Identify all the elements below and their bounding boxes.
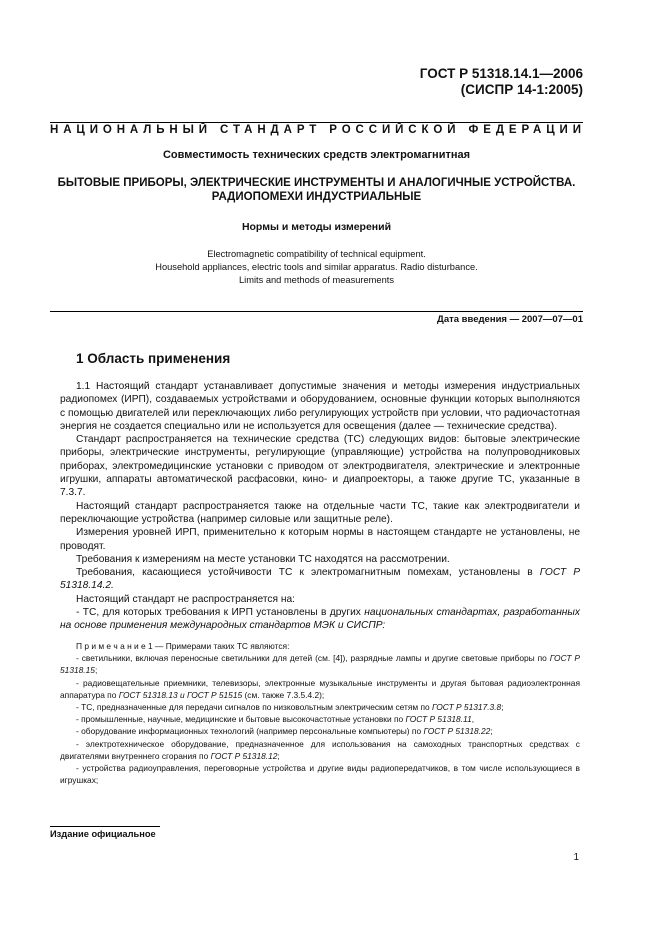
note-text: ; xyxy=(277,750,280,761)
note-text: - ТС, предназначенные для передачи сигналов по низковольтным электрическим сетям по xyxy=(76,702,433,713)
standard-number: ГОСТ Р 51318.14.1—2006 xyxy=(419,66,583,81)
introduction-date: Дата введения — 2007—07—01 xyxy=(437,314,583,325)
paragraph: Требования к измерениям на месте установки ТС находятся на рассмотрении. xyxy=(76,553,450,565)
standard-reference: ГОСТ Р 51515 xyxy=(186,689,243,700)
note-text: - электротехническое оборудование, предназначенное для использования на самоходных транспортных средствах с двигателями внутреннего сгорания по xyxy=(60,738,580,761)
section-heading: 1 Область применения xyxy=(76,351,231,366)
standard-reference: национальных стандартах, разработанных на основе применения международных стандартов МЭК и СИСПР: xyxy=(60,607,580,632)
cispr-number: (СИСПР 14-1:2005) xyxy=(460,82,583,97)
english-title xyxy=(50,248,583,287)
note-item xyxy=(60,677,580,701)
paragraph: Измерения уровней ИРП, применительно к которым нормы в настоящем стандарте не установлены, не проводят. xyxy=(60,527,580,552)
standard-reference: ГОСТ 51318.13 xyxy=(118,689,178,700)
paragraph xyxy=(60,566,580,593)
note-text: - светильники, включая переносные светильники для детей (см. [4]), разрядные лампы и другие световые приборы по xyxy=(76,653,550,664)
standard-subtitle: Нормы и методы измерений xyxy=(241,221,392,233)
note-text: - радиовещательные приемники, телевизоры, электронные музыкальные инструменты и другая бытовая радиоэлектронная аппаратура по xyxy=(60,677,580,700)
national-standard-heading: НАЦИОНАЛЬНЫЙ СТАНДАРТ РОССИЙСКОЙ ФЕДЕРАЦИИ xyxy=(50,124,586,136)
note-text: ; xyxy=(501,702,504,713)
standard-reference: ГОСТ Р 51318.22 xyxy=(423,726,491,737)
note-item xyxy=(60,725,580,737)
standard-reference: ГОСТ Р 51318.14.2. xyxy=(60,567,580,592)
standard-reference: ГОСТ Р 51318.11 xyxy=(405,714,472,725)
english-title-line-3: Limits and methods of measurements xyxy=(238,275,395,285)
note-item xyxy=(60,713,580,725)
note-item xyxy=(60,738,580,762)
section-body xyxy=(60,380,580,633)
paragraph: Настоящий стандарт не распространяется на: xyxy=(76,593,296,605)
note-text: и xyxy=(177,689,187,700)
edition-label: Издание официальное xyxy=(50,829,156,839)
note-item xyxy=(60,652,580,676)
standard-reference: ГОСТ Р 51318.12 xyxy=(210,750,278,761)
note-item xyxy=(60,701,580,713)
date-rule xyxy=(50,311,583,312)
note-text: ; xyxy=(94,665,98,676)
english-title-line-1: Electromagnetic compatibility of technical equipment. xyxy=(207,249,426,259)
standard-designation xyxy=(420,66,583,98)
standard-reference: ГОСТ Р 51317.3.8 xyxy=(432,702,502,713)
footer-rule xyxy=(50,826,160,827)
note-text: ; xyxy=(490,726,493,737)
paragraph-text: - ТС, для которых требования к ИРП установлены в других xyxy=(76,607,365,619)
paragraph xyxy=(60,606,580,633)
note-item: - устройства радиоуправления, переговорные устройства и другие виды радиопередатчиков, в том числе использующиеся в игрушках; xyxy=(60,763,580,786)
note-heading: П р и м е ч а н и е 1 — Примерами таких ТС являются: xyxy=(76,641,290,651)
note-text: - оборудование информационных технологий (например персональные компьютеры) по xyxy=(76,726,424,737)
note-text: , xyxy=(471,714,475,725)
paragraph: 1.1 Настоящий стандарт устанавливает допустимые значения и методы измерения индустриальных радиопомех (ИРП), создаваемых устройствами и оборудованием, основные функции которых выполняются с помощью двигателей или переключающих либо регулирующих устройств при условии, что радиочастотная энергия не создается специально или не используется для освещения (далее — технические средства). xyxy=(60,381,580,432)
paragraph: Настоящий стандарт распространяется также на отдельные части ТС, такие как электродвигатели и переключающие устройства (например силовые или защитные реле). xyxy=(60,500,580,525)
note-text: - промышленные, научные, медицинские и бытовые высокочастотные установки по xyxy=(76,714,406,725)
page-number: 1 xyxy=(573,852,579,863)
english-title-line-2: Household appliances, electric tools and similar apparatus. Radio disturbance. xyxy=(155,262,478,272)
paragraph: Стандарт распространяется на технические средства (ТС) следующих видов: бытовые электрические приборы, электрические инструменты, регулирующие (управляющие) устройства на полупроводниковых приборах, электромедицинские установки с приводом от электродвигателя, электрические и электронные игрушки, аппараты автоматической расфасовки, кино- и диапроекторы, а также другие ТС, указанные в 7.3.7. xyxy=(60,434,580,499)
notes-block xyxy=(60,640,580,786)
note-text: (см. также 7.3.5.4.2); xyxy=(242,689,325,700)
standard-group-title: Совместимость технических средств электромагнитная xyxy=(162,149,471,161)
top-rule xyxy=(50,122,583,123)
paragraph-text: Требования, касающиеся устойчивости ТС к электромагнитным помехам, установлены в xyxy=(76,567,540,579)
main-title-line-2: РАДИОПОМЕХИ ИНДУСТРИАЛЬНЫЕ xyxy=(211,191,422,203)
standard-main-title xyxy=(50,176,583,204)
main-title-line-1: БЫТОВЫЕ ПРИБОРЫ, ЭЛЕКТРИЧЕСКИЕ ИНСТРУМЕНТЫ И АНАЛОГИЧНЫЕ УСТРОЙСТВА. xyxy=(57,177,576,189)
standard-reference: ГОСТ Р 51318.15 xyxy=(60,653,580,676)
